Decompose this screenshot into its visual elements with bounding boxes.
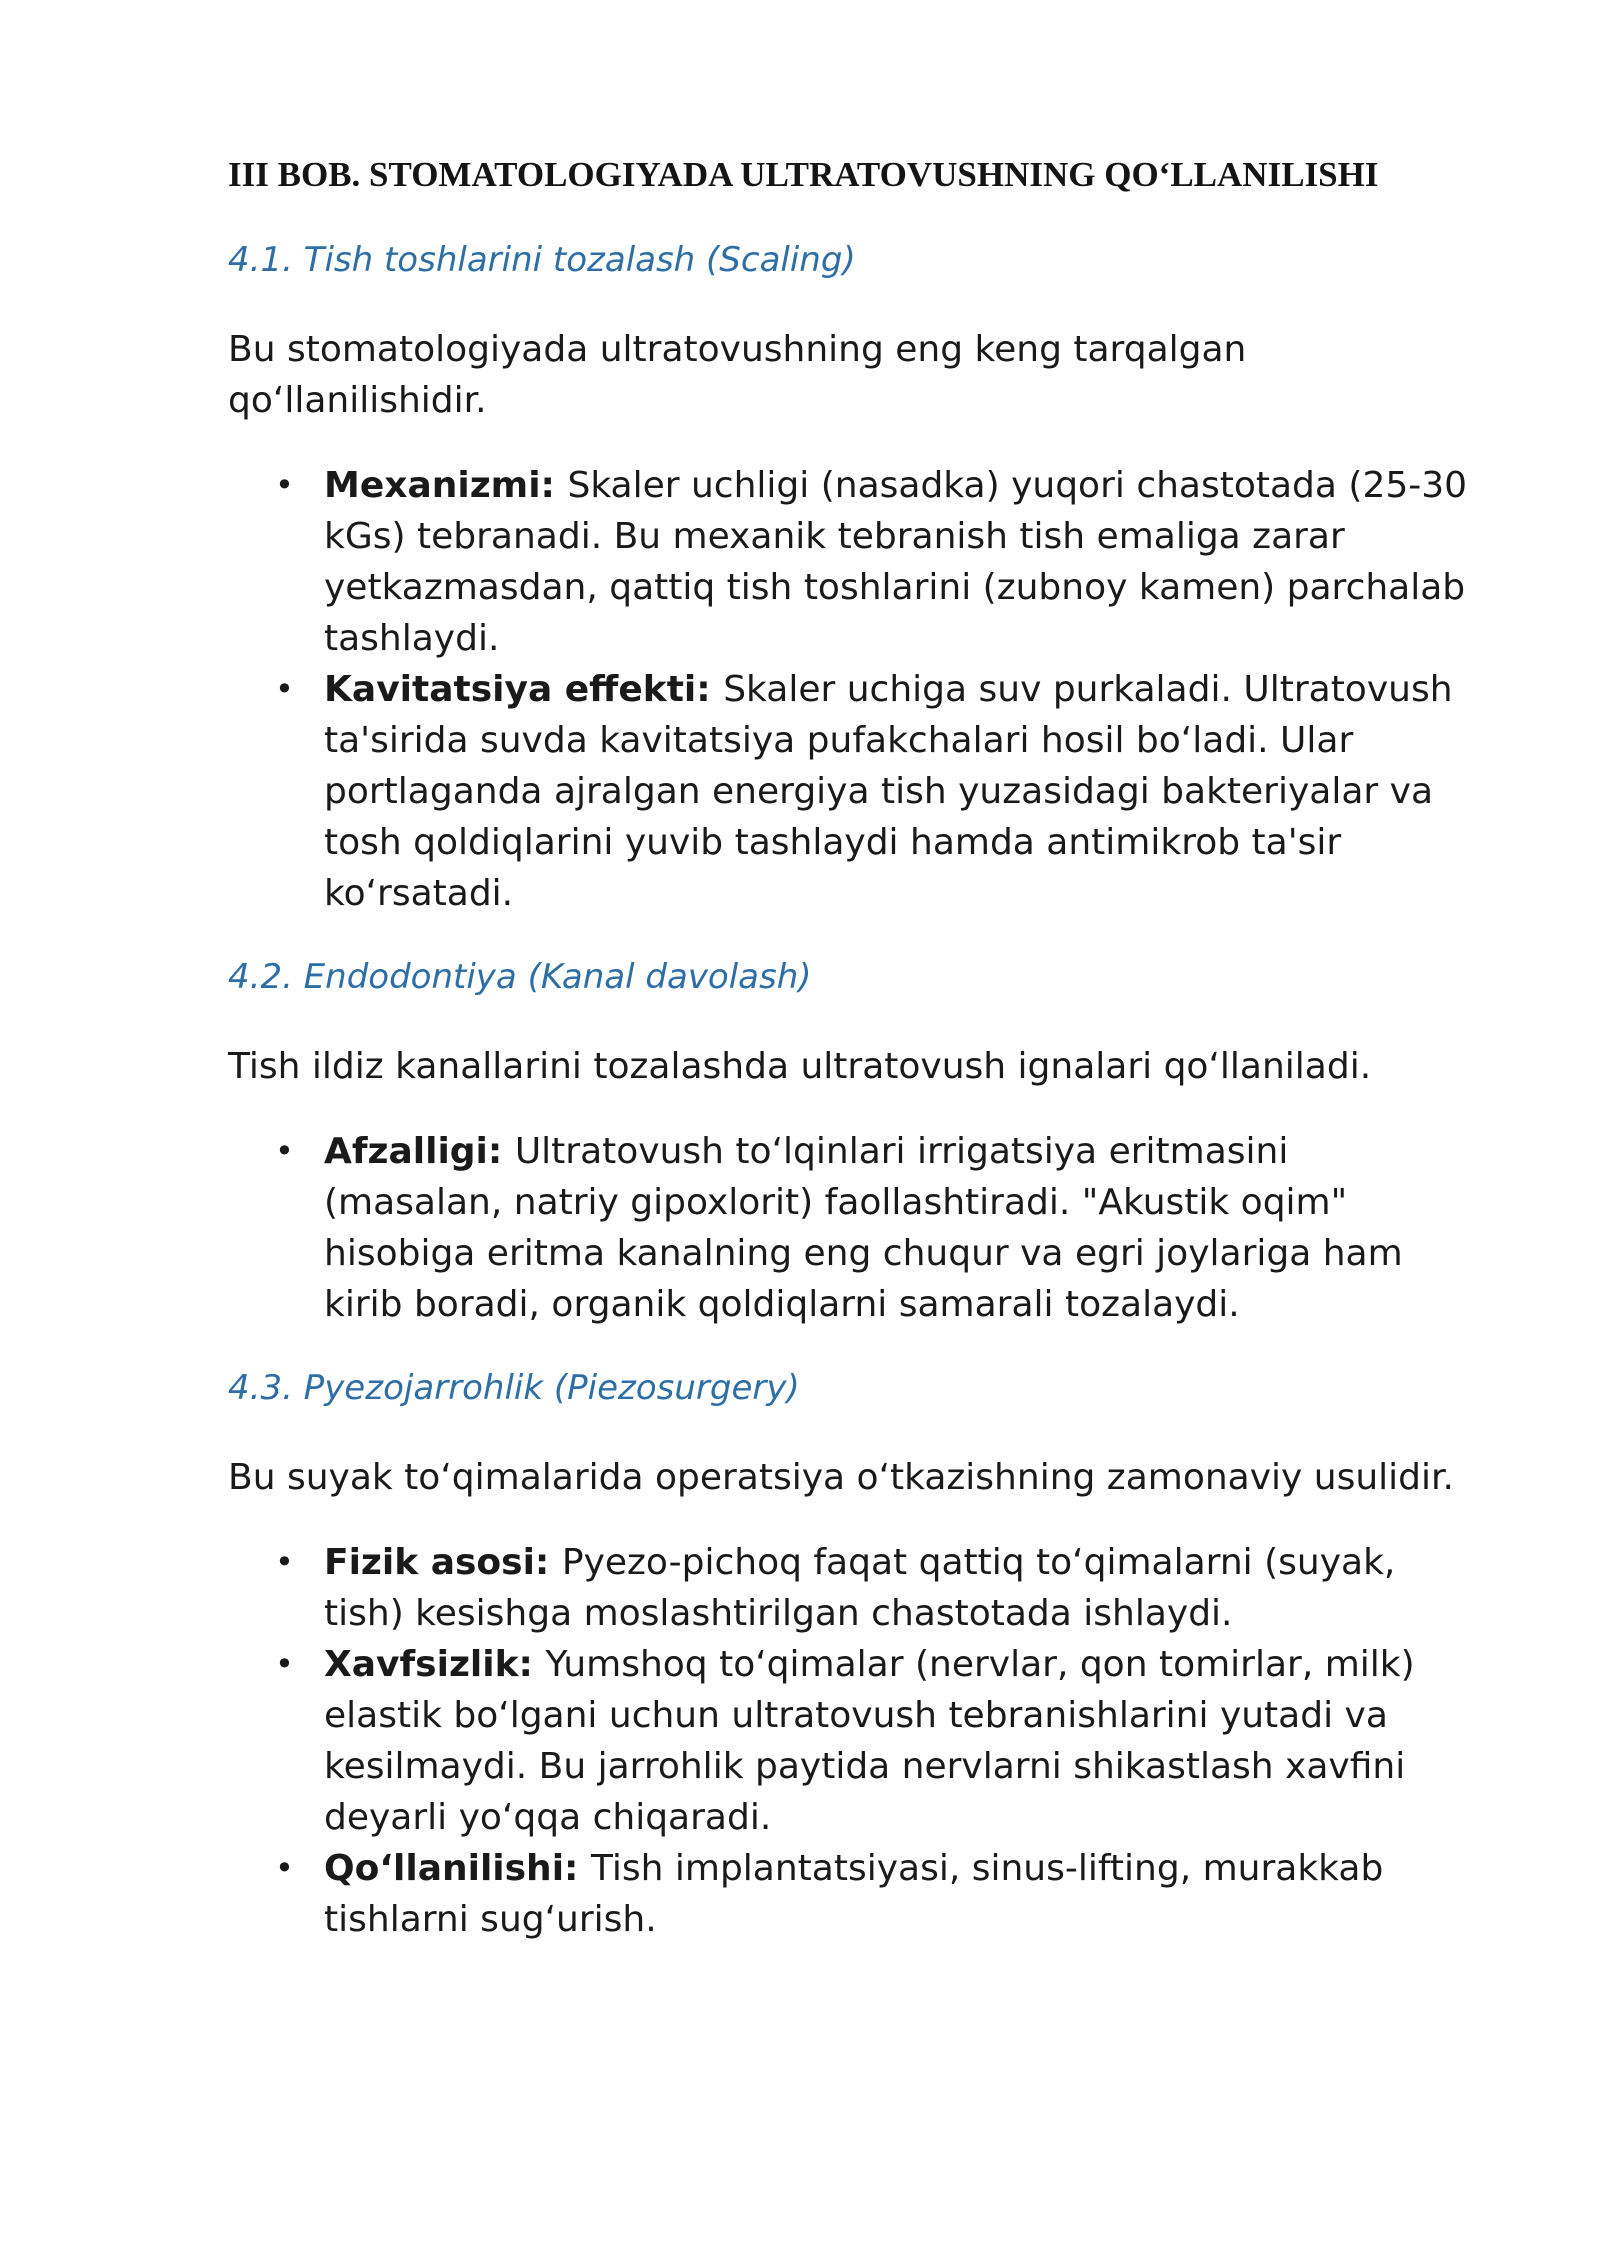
bullet-icon: •: [275, 1543, 294, 1581]
bullet-icon: •: [275, 670, 294, 708]
bullet-icon: •: [275, 466, 294, 504]
list-item: [228, 1639, 1468, 1843]
section-heading-4-3: 4.3. Pyezojarrohlik (Piezosurgery): [228, 1368, 800, 1408]
section-intro-4-1: Bu stomatologiyada ultratovushning eng keng tarqalgan qo‘llanilishidir.: [228, 329, 1247, 421]
bullet-list-4-1: [228, 460, 1468, 919]
bullet-icon: •: [275, 1132, 294, 1170]
list-item: [228, 1126, 1468, 1330]
bullet-list-4-2: [228, 1126, 1468, 1330]
document-page: [228, 150, 1468, 1979]
bullet-term: Afzalligi:: [324, 1131, 515, 1172]
list-item: [228, 1537, 1468, 1639]
list-item: [228, 460, 1468, 664]
section-heading-4-1: 4.1. Tish toshlarini tozalash (Scaling): [228, 240, 856, 280]
section-heading-4-2: 4.2. Endodontiya (Kanal davolash): [228, 957, 812, 997]
bullet-term: Fizik asosi:: [324, 1542, 562, 1583]
bullet-text: Yumshoq to‘qimalar (nervlar, qon tomirlar, milk) elastik bo‘lgani uchun ultratovush tebranishlarini yutadi va kesilmaydi. Bu jarrohlik paytida nervlarni shikastlash xavfini deyarli yo‘qqa chiqaradi.: [324, 1644, 1415, 1838]
bullet-text: Ultratovush to‘lqinlari irrigatsiya eritmasini (masalan, natriy gipoxlorit) faollashtiradi. "Akustik oqim" hisobiga eritma kanalning eng chuqur va egri joylariga ham kirib boradi, organik qoldiqlarni samarali tozalaydi.: [324, 1131, 1403, 1325]
list-item: [228, 664, 1468, 919]
bullet-term: Kavitatsiya effekti:: [324, 669, 724, 710]
chapter-title: III BOB. STOMATOLOGIYADA ULTRATOVUSHNING QO‘LLANILISHI: [228, 155, 1379, 194]
bullet-text: Tish implantatsiyasi, sinus-lifting, murakkab tishlarni sug‘urish.: [324, 1848, 1384, 1940]
bullet-text: Skaler uchiga suv purkaladi. Ultratovush ta'sirida suvda kavitatsiya pufakchalari hosil bo‘ladi. Ular portlaganda ajralgan energiya tish yuzasidagi bakteriyalar va tosh qoldiqlarini yuvib tashlaydi hamda antimikrob ta'sir ko‘rsatadi.: [324, 669, 1453, 914]
section-intro-4-3: Bu suyak to‘qimalarida operatsiya o‘tkazishning zamonaviy usulidir.: [228, 1457, 1454, 1498]
bullet-list-4-3: [228, 1537, 1468, 1945]
bullet-text: Pyezo-pichoq faqat qattiq to‘qimalarni (suyak, tish) kesishga moslashtirilgan chastotada ishlaydi.: [324, 1542, 1396, 1634]
bullet-icon: •: [275, 1645, 294, 1683]
bullet-text: Skaler uchligi (nasadka) yuqori chastotada (25-30 kGs) tebranadi. Bu mexanik tebranish tish emaliga zarar yetkazmasdan, qattiq tish toshlarini (zubnoy kamen) parchalab tashlaydi.: [324, 465, 1468, 659]
bullet-term: Xavfsizlik:: [324, 1644, 546, 1685]
section-intro-4-2: Tish ildiz kanallarini tozalashda ultratovush ignalari qo‘llaniladi.: [228, 1046, 1372, 1087]
bullet-term: Mexanizmi:: [324, 465, 568, 506]
bullet-icon: •: [275, 1849, 294, 1887]
list-item: [228, 1843, 1468, 1945]
bullet-term: Qo‘llanilishi:: [324, 1848, 591, 1889]
